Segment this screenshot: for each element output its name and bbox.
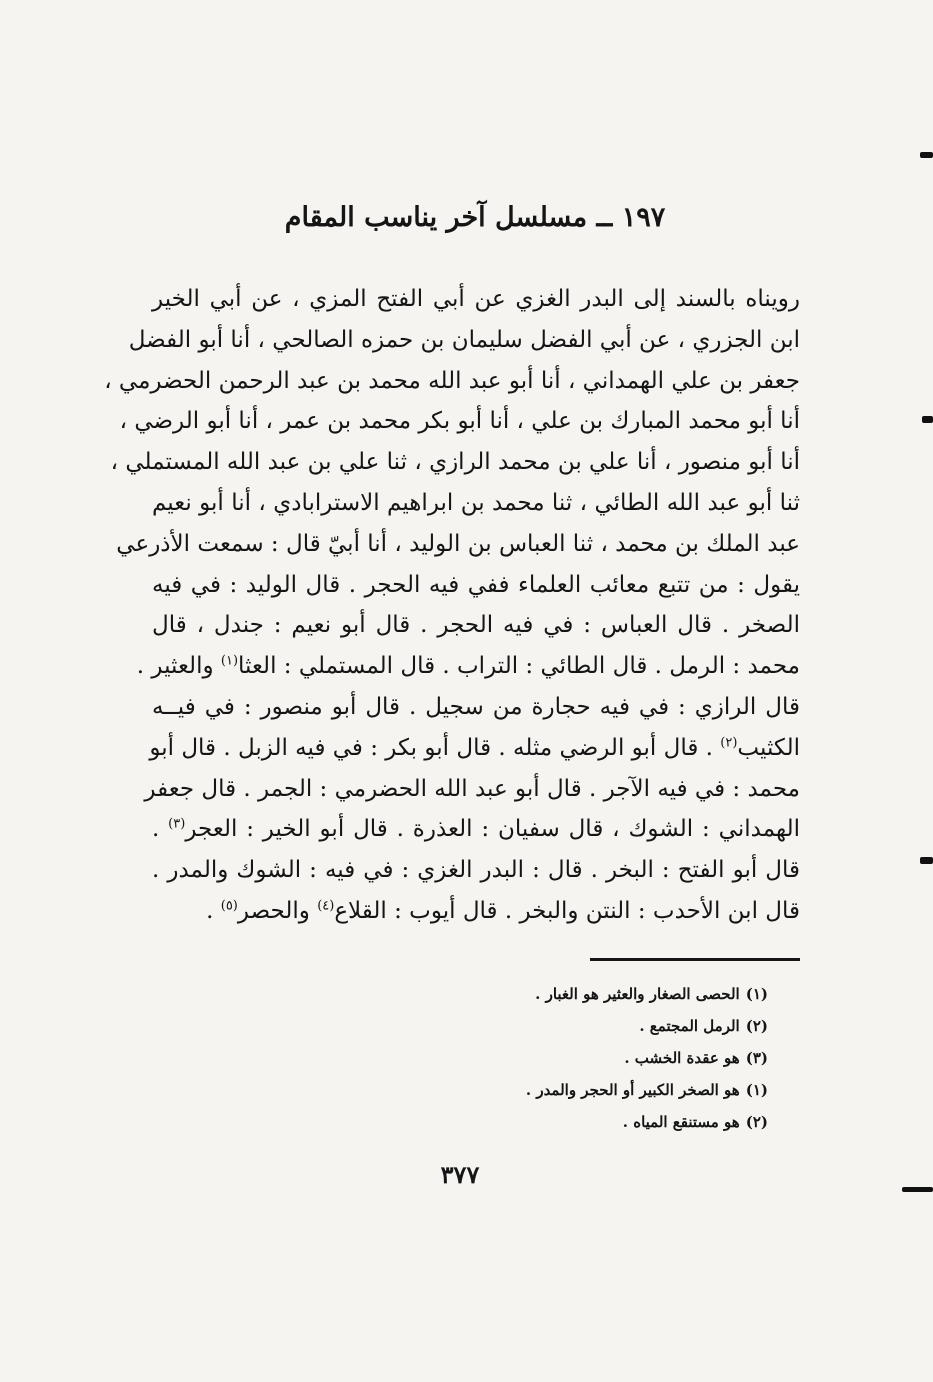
footnotes xyxy=(430,978,768,1138)
footnote-item: (٢)الرمل المجتمع . xyxy=(639,1017,768,1035)
body-line: أنا أبو محمد المبارك بن علي ، أنا أبو بكر محمد بن عمر ، أنا أبو الرضي ، xyxy=(119,408,800,435)
margin-binding-mark xyxy=(922,416,933,423)
footnote-ref: (٣) xyxy=(168,816,186,832)
footnote-ref: (٢) xyxy=(720,735,738,751)
page-number: ٣٧٧ xyxy=(440,1160,480,1189)
body-line: يقول : من تتبع معائب العلماء ففي فيه الحجر . قال الوليد : في فيه xyxy=(152,571,800,598)
footnote-ref: (٥) xyxy=(220,898,238,914)
body-line: قال ابن الأحدب : النتن والبخر . قال أيوب : القلاع$^{(٤)}$ والحصر$^{(٥)}$ . xyxy=(206,897,800,924)
body-line: ثنا أبو عبد الله الطائي ، ثنا محمد بن ابراهيم الاسترابادي ، أنا أبو نعيم xyxy=(152,489,800,516)
footnote-item: (١)هو الصخر الكبير أو الحجر والمدر . xyxy=(525,1081,768,1099)
body-line: عبد الملك بن محمد ، ثنا العباس بن الوليد ، أنا أبيّ قال : سمعت الأذرعي xyxy=(116,530,800,557)
body-line: الصخر . قال العباس : في فيه الحجر . قال أبو نعيم : جندل ، قال xyxy=(152,612,800,639)
body-line: قال الرازي : في فيه حجارة من سجيل . قال أبو منصور : في فيــه xyxy=(152,693,800,720)
margin-binding-mark xyxy=(920,152,933,158)
body-line: ابن الجزري ، عن أبي الفضل سليمان بن حمزه الصالحي ، أنا أبو الفضل xyxy=(128,326,800,353)
body-line: الكثيب$^{(٢)}$ . قال أبو الرضي مثله . قال أبو بكر : في فيه الزبل . قال أبو xyxy=(149,734,800,761)
footnote-item: (٣)هو عقدة الخشب . xyxy=(624,1049,768,1067)
footnote-ref: (٤) xyxy=(317,898,335,914)
body-line: رويناه بالسند إلى البدر الغزي عن أبي الفتح المزي ، عن أبي الخير xyxy=(152,286,800,312)
margin-binding-mark xyxy=(920,857,933,864)
section-title: ١٩٧ ــ مسلسل آخر يناسب المقام xyxy=(284,202,666,233)
body-line: قال أبو الفتح : البخر . قال : البدر الغزي : في فيه : الشوك والمدر . xyxy=(152,857,800,884)
footnote-ref: (١) xyxy=(220,653,239,669)
body-text xyxy=(104,279,800,932)
footnote-divider xyxy=(590,958,800,961)
margin-binding-mark xyxy=(902,1187,933,1192)
body-line: أنا أبو منصور ، أنا علي بن محمد الرازي ، ثنا علي بن عبد الله المستملي ، xyxy=(110,449,800,476)
body-line: جعفر بن علي الهمداني ، أنا أبو عبد الله محمد بن عبد الرحمن الحضرمي ، xyxy=(104,367,800,394)
body-line: الهمداني : الشوك ، قال سفيان : العذرة . قال أبو الخير : العجر$^{(٣)}$ . xyxy=(152,816,800,843)
body-line: محمد : في فيه الآجر . قال أبو عبد الله الحضرمي : الجمر . قال جعفر xyxy=(144,775,800,802)
body-line: محمد : الرمل . قال الطائي : التراب . قال المستملي : العثا$^{(١)}$ والعثير . xyxy=(136,653,800,680)
footnote-item: (٢)هو مستنقع المياه . xyxy=(622,1113,768,1131)
footnote-item: (١)الحصى الصغار والعثير هو الغبار . xyxy=(535,985,768,1003)
